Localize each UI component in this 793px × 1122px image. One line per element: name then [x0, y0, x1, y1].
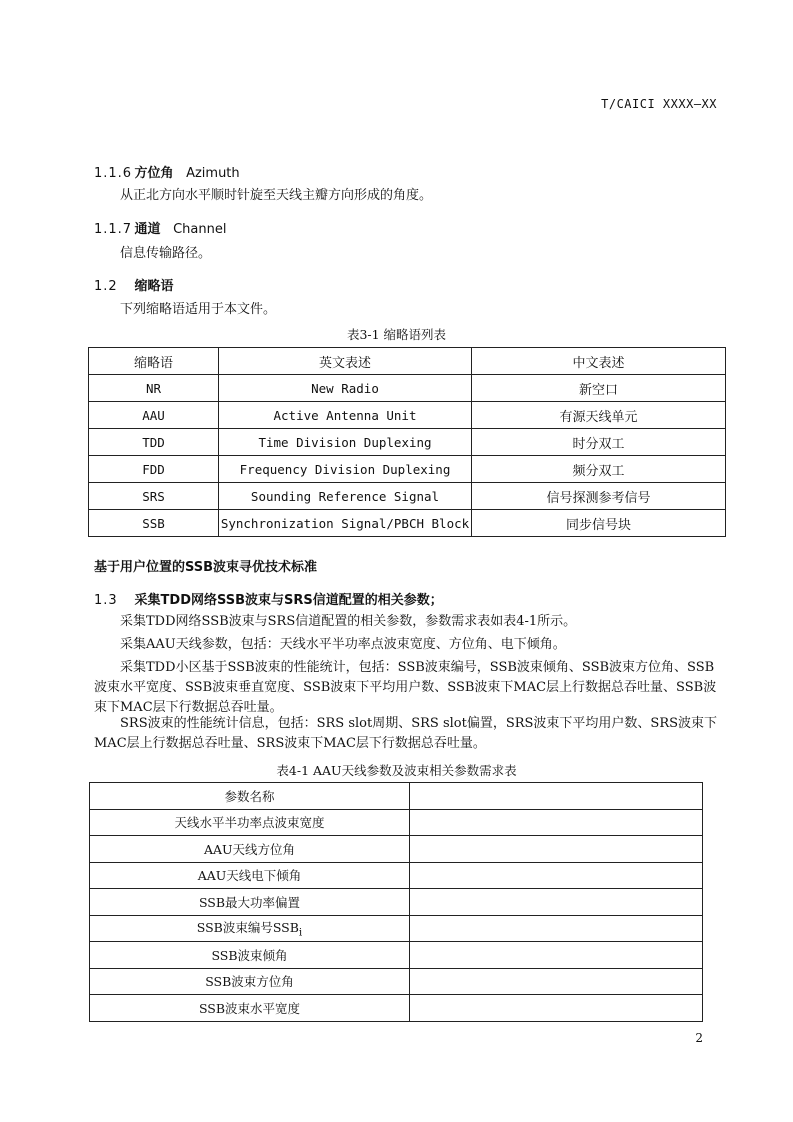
section-title: 采集TDD网络SSB波束与SRS信道配置的相关参数； [134, 593, 443, 608]
paragraph: 下列缩略语适用于本文件。 [120, 302, 277, 317]
cell-text: SSB波束编号SSB [196, 920, 299, 935]
table-cell: 天线水平半功率点波束宽度 [90, 809, 410, 836]
table-cell: Active Antenna Unit [219, 402, 472, 429]
subscript: i [298, 926, 303, 939]
document-code: T/CAICI XXXX—XX [601, 97, 717, 111]
table-cell: 新空口 [472, 375, 726, 402]
section-title-en: Azimuth [186, 166, 240, 181]
paragraph: 采集AAU天线参数，包括：天线水平半功率点波束宽度、方位角、电下倾角。 [120, 637, 566, 652]
table-cell: 时分双工 [472, 429, 726, 456]
standard-title: 基于用户位置的SSB波束寻优技术标准 [94, 560, 318, 575]
section-title: 缩略语 [134, 279, 174, 294]
paragraph: 信息传输路径。 [120, 246, 212, 261]
paragraph: 从正北方向水平顺时针旋至天线主瓣方向形成的角度。 [120, 188, 433, 203]
table-cell: NR [89, 375, 219, 402]
table-header-row [90, 783, 703, 810]
table-header-row [89, 348, 726, 375]
heading-1-1-6 [94, 162, 240, 181]
table-row [89, 483, 726, 510]
table-caption: 表3-1 缩略语列表 [346, 327, 447, 342]
page-number: 2 [695, 1031, 703, 1045]
header-cell: 缩略语 [89, 348, 219, 375]
table-cell: AAU天线电下倾角 [90, 862, 410, 889]
table-cell: 信号探测参考信号 [472, 483, 726, 510]
empty-cell [410, 968, 703, 995]
table-cell: 频分双工 [472, 456, 726, 483]
paragraph: 采集TDD网络SSB波束与SRS信道配置的相关参数，参数需求表如表4-1所示。 [120, 614, 577, 629]
table-cell: SRS [89, 483, 219, 510]
empty-cell [410, 862, 703, 889]
empty-cell [410, 995, 703, 1022]
table-cell: SSB [89, 510, 219, 537]
table-cell: Sounding Reference Signal [219, 483, 472, 510]
table-row [89, 375, 726, 402]
table-row [89, 456, 726, 483]
heading-1-3 [94, 589, 443, 608]
table-cell: Synchronization Signal/PBCH Block [219, 510, 472, 537]
header-cell: 中文表述 [472, 348, 726, 375]
table-cell: SSB波束方位角 [90, 968, 410, 995]
section-number: 1.1.7 [94, 222, 133, 237]
table-cell: Time Division Duplexing [219, 429, 472, 456]
section-title-en: Channel [173, 222, 227, 237]
table-cell [90, 915, 410, 942]
section-number: 1.1.6 [94, 166, 133, 181]
table-cell: FDD [89, 456, 219, 483]
abbreviations-table [88, 347, 726, 537]
empty-cell [410, 783, 703, 810]
heading-1-2 [94, 275, 174, 294]
table-row [89, 429, 726, 456]
parameters-table [89, 782, 703, 1022]
empty-cell [410, 889, 703, 916]
header-cell: 英文表述 [219, 348, 472, 375]
table-caption: 表4-1 AAU天线参数及波束相关参数需求表 [276, 763, 517, 778]
table-cell: SSB最大功率偏置 [90, 889, 410, 916]
section-title: 方位角 [134, 166, 174, 181]
empty-cell [410, 809, 703, 836]
table-cell: Frequency Division Duplexing [219, 456, 472, 483]
table-row [90, 862, 703, 889]
table-row [89, 402, 726, 429]
table-cell: 有源天线单元 [472, 402, 726, 429]
section-title: 通道 [134, 222, 161, 237]
table-cell: TDD [89, 429, 219, 456]
paragraph: SRS波束的性能统计信息，包括：SRS slot周期、SRS slot偏置，SRS波束下平均用户数、SRS波束下MAC层上行数据总吞吐量、SRS波束下MAC层下行数据总吞吐量。 [94, 716, 718, 751]
section-number: 1.3 [94, 593, 118, 608]
table-cell: AAU [89, 402, 219, 429]
table-row [90, 836, 703, 863]
heading-1-1-7 [94, 218, 226, 237]
table-row [90, 968, 703, 995]
empty-cell [410, 836, 703, 863]
table-cell: SSB波束倾角 [90, 942, 410, 969]
section-number: 1.2 [94, 279, 118, 294]
header-cell: 参数名称 [90, 783, 410, 810]
table-row [89, 510, 726, 537]
table-row [90, 915, 703, 942]
table-row [90, 809, 703, 836]
table-row [90, 995, 703, 1022]
table-cell: SSB波束水平宽度 [90, 995, 410, 1022]
table-cell: New Radio [219, 375, 472, 402]
paragraph: 采集TDD小区基于SSB波束的性能统计，包括：SSB波束编号，SSB波束倾角、SSB波束方位角、SSB波束水平宽度、SSB波束垂直宽度、SSB波束下平均用户数、SSB波束下MAC层上行数据总吞吐量、SSB波束下MAC层下行数据总吞吐量。 [94, 660, 717, 715]
empty-cell [410, 942, 703, 969]
table-row [90, 942, 703, 969]
table-cell: 同步信号块 [472, 510, 726, 537]
empty-cell [410, 915, 703, 942]
table-row [90, 889, 703, 916]
table-cell: AAU天线方位角 [90, 836, 410, 863]
